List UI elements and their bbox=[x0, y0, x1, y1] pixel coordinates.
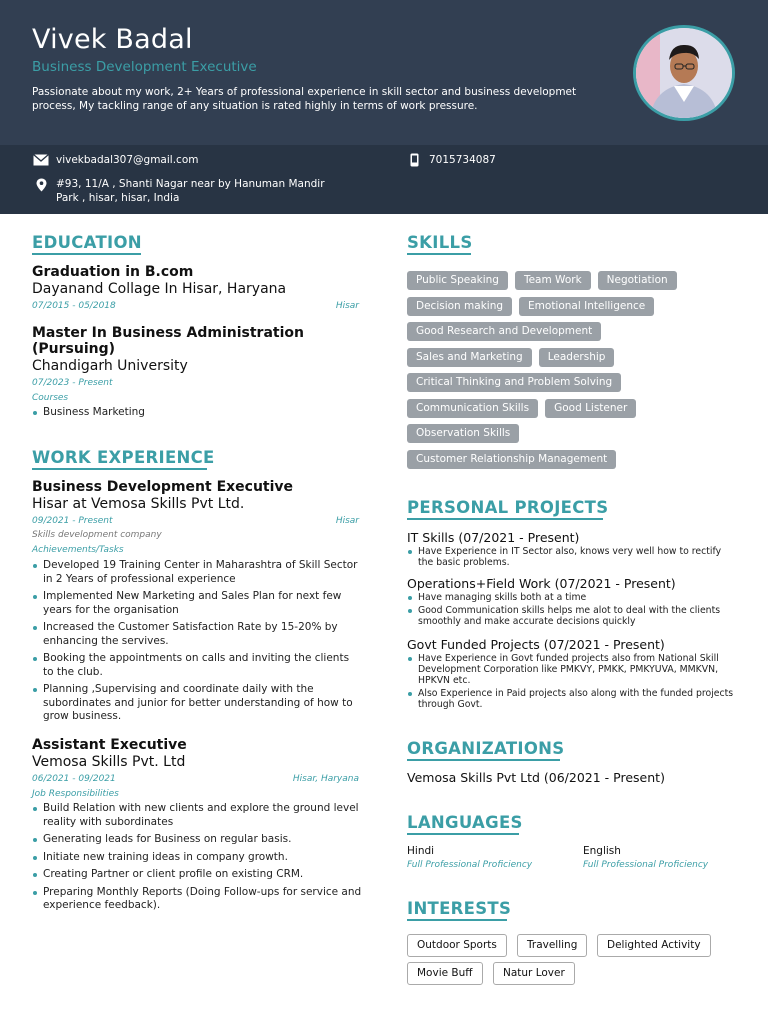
list-item: Have Experience in IT Sector also, knows very well how to rectify the basic problems. bbox=[407, 546, 737, 568]
interest-tag: Movie Buff bbox=[407, 962, 483, 985]
skill-tag: Team Work bbox=[515, 271, 591, 290]
project-1-bullets bbox=[407, 546, 737, 570]
work-2-company: Vemosa Skills Pvt. Ltd bbox=[32, 754, 186, 770]
work-heading: WORK EXPERIENCE bbox=[32, 448, 215, 467]
skill-tag: Leadership bbox=[539, 348, 615, 367]
edu-2-degree: Master In Business Administration (Pursuing) bbox=[32, 325, 304, 357]
candidate-summary: Passionate about my work, 2+ Years of professional experience in skill sector and business developmet process, My tackling range of any situation is rated highly in terms of work pressure. bbox=[32, 86, 577, 112]
language-2-name: English bbox=[583, 845, 621, 857]
contact-address-line2: Park , hisar, hisar, India bbox=[56, 192, 180, 204]
work-1-description: Skills development company bbox=[32, 530, 162, 540]
candidate-role: Business Development Executive bbox=[32, 59, 257, 75]
list-item: Implemented New Marketing and Sales Plan for next few years for the organisation bbox=[32, 590, 362, 617]
work-2-dates: 06/2021 - 09/2021 bbox=[32, 774, 116, 784]
organizations-underline bbox=[407, 759, 560, 761]
list-item: Initiate new training ideas in company growth. bbox=[32, 851, 362, 865]
skill-tag: Good Listener bbox=[545, 399, 636, 418]
skills-row bbox=[407, 268, 737, 294]
projects-heading: PERSONAL PROJECTS bbox=[407, 498, 609, 517]
skills-list bbox=[407, 268, 737, 472]
work-2-tasks-label: Job Responsibilities bbox=[32, 789, 119, 799]
list-item: Planning ,Supervising and coordinate daily with the subordinates and junior for better understanding of how to grow business. bbox=[32, 683, 362, 724]
work-2-location: Hisar, Haryana bbox=[292, 774, 359, 784]
language-1-level: Full Professional Proficiency bbox=[407, 860, 533, 870]
list-item: Business Marketing bbox=[32, 406, 362, 420]
work-1-company: Hisar at Vemosa Skills Pvt Ltd. bbox=[32, 496, 245, 512]
skills-row bbox=[407, 447, 737, 473]
skill-tag: Observation Skills bbox=[407, 424, 519, 443]
location-pin-icon bbox=[36, 178, 47, 192]
work-underline bbox=[32, 468, 207, 470]
project-3-bullets bbox=[407, 653, 742, 712]
skill-tag: Negotiation bbox=[598, 271, 677, 290]
list-item: Generating leads for Business on regular basis. bbox=[32, 833, 362, 847]
organization-item: Vemosa Skills Pvt Ltd (06/2021 - Present) bbox=[407, 770, 665, 785]
project-1-title: IT Skills (07/2021 - Present) bbox=[407, 530, 580, 545]
skills-row bbox=[407, 345, 737, 371]
edu-1-degree: Graduation in B.com bbox=[32, 264, 194, 280]
edu-1-school: Dayanand Collage In Hisar, Haryana bbox=[32, 281, 287, 297]
skill-tag: Critical Thinking and Problem Solving bbox=[407, 373, 621, 392]
edu-2-school: Chandigarh University bbox=[32, 358, 188, 374]
skills-heading: SKILLS bbox=[407, 233, 473, 252]
languages-underline bbox=[407, 833, 519, 835]
skill-tag: Sales and Marketing bbox=[407, 348, 532, 367]
work-1-position: Business Development Executive bbox=[32, 479, 294, 495]
language-1-name: Hindi bbox=[407, 845, 435, 857]
skill-tag: Good Research and Development bbox=[407, 322, 601, 341]
skills-row bbox=[407, 319, 737, 345]
edu-2-dates: 07/2023 - Present bbox=[32, 378, 113, 388]
work-2-bullets bbox=[32, 802, 362, 917]
project-2-bullets bbox=[407, 592, 737, 629]
list-item: Have Experience in Govt funded projects also from National Skill Development Corporation like PMKVY, PMKK, PMKYUVA, MMKVN, HPKVN etc. bbox=[407, 653, 742, 686]
edu-1-location: Hisar bbox=[335, 301, 359, 311]
work-2-position: Assistant Executive bbox=[32, 737, 187, 753]
skills-row bbox=[407, 421, 737, 447]
work-1-location: Hisar bbox=[335, 516, 359, 526]
education-heading: EDUCATION bbox=[32, 233, 142, 252]
work-1-tasks-label: Achievements/Tasks bbox=[32, 545, 124, 555]
work-1-dates: 09/2021 - Present bbox=[32, 516, 113, 526]
list-item: Creating Partner or client profile on existing CRM. bbox=[32, 868, 362, 882]
interests-heading: INTERESTS bbox=[407, 899, 512, 918]
language-2-level: Full Professional Proficiency bbox=[583, 860, 709, 870]
list-item: Booking the appointments on calls and inviting the clients to the club. bbox=[32, 652, 362, 679]
interest-tag: Delighted Activity bbox=[597, 934, 711, 957]
contact-email[interactable]: vivekbadal307@gmail.com bbox=[56, 154, 199, 166]
interest-tag: Natur Lover bbox=[493, 962, 575, 985]
contact-phone[interactable]: 7015734087 bbox=[429, 154, 496, 166]
phone-icon bbox=[410, 153, 419, 167]
list-item: Increased the Customer Satisfaction Rate by 15-20% by enhancing the servives. bbox=[32, 621, 362, 648]
work-1-bullets bbox=[32, 559, 362, 728]
profile-photo bbox=[633, 25, 735, 121]
edu-2-courses-list bbox=[32, 406, 362, 424]
languages-heading: LANGUAGES bbox=[407, 813, 523, 832]
skill-tag: Emotional Intelligence bbox=[519, 297, 654, 316]
interest-tag: Outdoor Sports bbox=[407, 934, 507, 957]
list-item: Build Relation with new clients and explore the ground level reality with subordinates bbox=[32, 802, 362, 829]
contact-bar bbox=[0, 145, 768, 214]
skill-tag: Decision making bbox=[407, 297, 512, 316]
envelope-icon bbox=[33, 154, 49, 166]
contact-address-line1: #93, 11/A , Shanti Nagar near by Hanuman Mandir bbox=[56, 178, 325, 190]
list-item: Have managing skills both at a time bbox=[407, 592, 737, 603]
resume-header bbox=[0, 0, 768, 145]
projects-underline bbox=[407, 518, 603, 520]
skill-tag: Public Speaking bbox=[407, 271, 508, 290]
skills-row bbox=[407, 370, 737, 396]
list-item: Developed 19 Training Center in Maharashtra of Skill Sector in 2 Years of professional experience bbox=[32, 559, 362, 586]
skills-row bbox=[407, 396, 737, 422]
skills-underline bbox=[407, 253, 471, 255]
edu-2-courses-label: Courses bbox=[32, 393, 69, 403]
list-item: Also Experience in Paid projects also along with the funded projects through Govt. bbox=[407, 688, 742, 710]
project-3-title: Govt Funded Projects (07/2021 - Present) bbox=[407, 637, 665, 652]
list-item: Preparing Monthly Reports (Doing Follow-ups for service and experience feedback). bbox=[32, 886, 362, 913]
skills-row bbox=[407, 294, 737, 320]
list-item: Good Communication skills helps me alot to deal with the clients smoothly and make accurate decisions quickly bbox=[407, 605, 737, 627]
profile-photo-image bbox=[636, 28, 732, 118]
interests-underline bbox=[407, 919, 507, 921]
project-2-title: Operations+Field Work (07/2021 - Present) bbox=[407, 576, 676, 591]
interest-tag: Travelling bbox=[517, 934, 587, 957]
organizations-heading: ORGANIZATIONS bbox=[407, 739, 565, 758]
education-underline bbox=[32, 253, 141, 255]
skill-tag: Communication Skills bbox=[407, 399, 538, 418]
edu-1-dates: 07/2015 - 05/2018 bbox=[32, 301, 116, 311]
skill-tag: Customer Relationship Management bbox=[407, 450, 616, 469]
candidate-name: Vivek Badal bbox=[32, 24, 193, 55]
